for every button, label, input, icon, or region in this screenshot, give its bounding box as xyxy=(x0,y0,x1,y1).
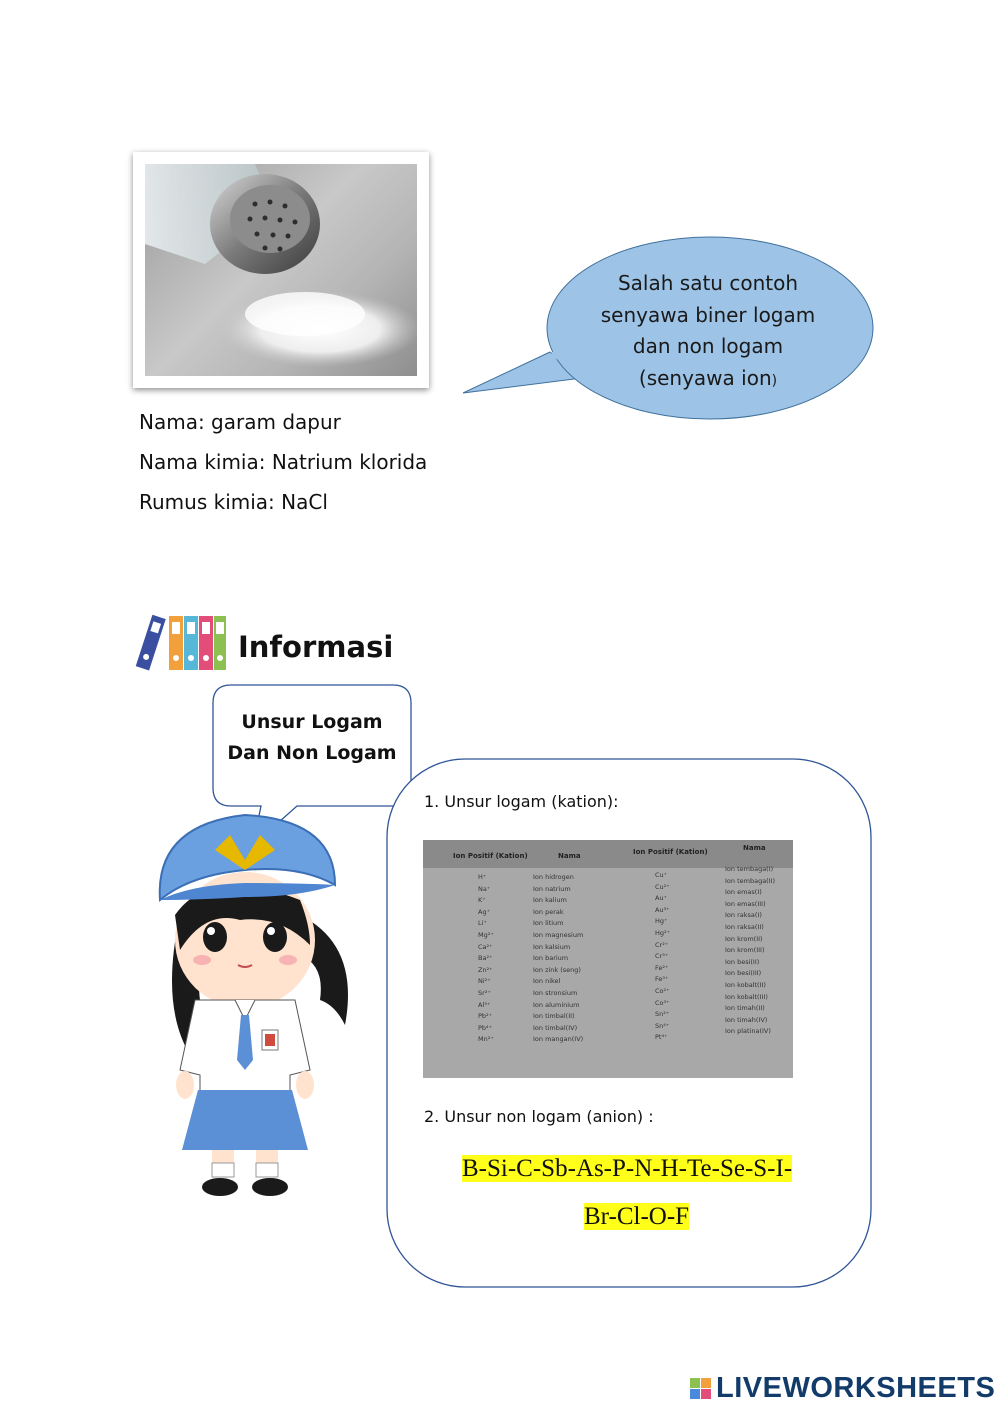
table-cell: Na⁺ xyxy=(478,884,491,893)
table-cell: Ion nikel xyxy=(533,977,561,986)
table-cell: Co²⁺ xyxy=(655,986,670,995)
table-cell: Ion emas(I) xyxy=(725,888,762,897)
table-cell: Mg²⁺ xyxy=(478,930,494,939)
speech-line-2: senyawa biner logam xyxy=(600,302,816,327)
table-cell: Sn⁴⁺ xyxy=(655,1021,670,1030)
table-cell: Ion magnesium xyxy=(533,930,584,939)
table-cell: Mn²⁺ xyxy=(478,1035,494,1044)
table-cell: Ion kobalt(III) xyxy=(725,992,768,1001)
table-cell: Al³⁺ xyxy=(478,1000,491,1009)
table-cell: Ion timbal(II) xyxy=(533,1012,575,1021)
table-cell: Ion kalsium xyxy=(533,942,571,951)
table-cell: Hg⁺ xyxy=(655,917,668,926)
table-col-right-names xyxy=(725,864,775,1038)
table-cell: Fe²⁺ xyxy=(655,963,669,972)
table-cell: Au³⁺ xyxy=(655,905,670,914)
binders-icon xyxy=(132,612,228,672)
table-cell: Pt⁴⁺ xyxy=(655,1033,668,1042)
table-cell: Ion platina(IV) xyxy=(725,1027,771,1036)
table-cell: Ion kobalt(II) xyxy=(725,980,766,989)
table-cell: Ion zink (seng) xyxy=(533,965,581,974)
cation-table-image xyxy=(423,840,793,1078)
table-cell: K⁺ xyxy=(478,896,486,905)
table-header-1: Ion Positif (Kation) xyxy=(453,852,528,860)
table-cell: Ion natrium xyxy=(533,884,571,893)
table-cell: Ion barium xyxy=(533,954,569,963)
table-cell: Ion raksa(II) xyxy=(725,922,764,931)
table-cell: Ion timah(II) xyxy=(725,1004,765,1013)
liveworksheets-icon xyxy=(690,1378,712,1400)
table-cell: Ba²⁺ xyxy=(478,954,493,963)
table-cell: Ca²⁺ xyxy=(478,942,493,951)
table-cell: Hg²⁺ xyxy=(655,928,671,937)
table-cell: Ion emas(III) xyxy=(725,899,766,908)
table-col-left-ions xyxy=(478,872,494,1046)
salt-name: Nama: garam dapur xyxy=(139,410,341,434)
table-cell: Ion aluminium xyxy=(533,1000,580,1009)
table-cell: Ion krom(III) xyxy=(725,946,765,955)
table-header-3: Ion Positif (Kation) xyxy=(633,848,708,856)
salt-photo-frame xyxy=(133,152,429,388)
table-cell: Ion tembaga(I) xyxy=(725,865,774,873)
table-header-2: Nama xyxy=(558,852,581,860)
table-cell: Ni²⁺ xyxy=(478,977,491,986)
anion-list-line-1: B-Si-C-Sb-As-P-N-H-Te-Se-S-I- xyxy=(462,1155,793,1182)
table-col-right-ions xyxy=(655,870,670,1044)
table-cell: Sn²⁺ xyxy=(655,1010,670,1019)
table-cell: Cr²⁺ xyxy=(655,940,669,949)
anion-list-line-2: Br-Cl-O-F xyxy=(584,1203,690,1230)
table-cell: Pb²⁺ xyxy=(478,1012,493,1021)
title-bubble-text xyxy=(214,707,410,769)
table-header-4: Nama xyxy=(743,844,766,852)
table-cell: Cr³⁺ xyxy=(655,952,669,961)
section-title: Informasi xyxy=(238,630,394,664)
table-cell: Cu²⁺ xyxy=(655,882,670,891)
salt-chemical-name: Nama kimia: Natrium klorida xyxy=(139,450,428,474)
table-cell: Zn²⁺ xyxy=(478,965,493,974)
table-cell: Co³⁺ xyxy=(655,998,670,1007)
liveworksheets-logo xyxy=(690,1372,995,1405)
table-cell: Fe³⁺ xyxy=(655,975,669,984)
table-cell: Ion timah(IV) xyxy=(725,1015,768,1024)
speech-line-4: (senyawa ion) xyxy=(638,365,778,390)
table-cell: Ion krom(II) xyxy=(725,934,763,943)
table-cell: Pb⁴⁺ xyxy=(478,1023,493,1032)
salt-formula: Rumus kimia: NaCl xyxy=(139,490,328,514)
title-line-1: Unsur Logam xyxy=(241,711,383,733)
table-cell: Ion litium xyxy=(533,919,564,928)
salt-shaker-image xyxy=(145,164,417,376)
speech-bubble-text xyxy=(588,268,828,397)
table-cell: H⁺ xyxy=(478,873,487,881)
table-cell: Ag⁺ xyxy=(478,907,491,916)
brand-text: LIVEWORKSHEETS xyxy=(716,1372,996,1404)
table-cell: Ion kalium xyxy=(533,896,567,905)
table-cell: Li⁺ xyxy=(478,919,487,928)
table-cell: Au⁺ xyxy=(655,894,667,903)
speech-line-3: dan non logam xyxy=(632,334,784,358)
table-cell: Ion besi(II) xyxy=(725,957,760,966)
table-cell: Sr²⁺ xyxy=(478,988,491,997)
cation-label: 1. Unsur logam (kation): xyxy=(424,792,619,811)
title-line-2: Dan Non Logam xyxy=(227,742,397,764)
table-cell: Ion timbal(IV) xyxy=(533,1023,578,1032)
anion-label: 2. Unsur non logam (anion) : xyxy=(424,1107,654,1126)
table-cell: Ion mangan(IV) xyxy=(533,1035,584,1044)
table-cell: Ion stronsium xyxy=(533,988,578,997)
speech-line-1: Salah satu contoh xyxy=(617,271,798,295)
table-cell: Ion perak xyxy=(533,907,564,916)
table-col-left-names xyxy=(533,872,583,1046)
student-girl-illustration xyxy=(150,805,360,1200)
table-cell: Ion besi(III) xyxy=(725,969,762,978)
table-cell: Cu⁺ xyxy=(655,871,668,879)
table-cell: Ion tembaga(II) xyxy=(725,876,776,885)
table-cell: Ion hidrogen xyxy=(533,873,574,881)
table-cell: Ion raksa(I) xyxy=(725,911,762,920)
